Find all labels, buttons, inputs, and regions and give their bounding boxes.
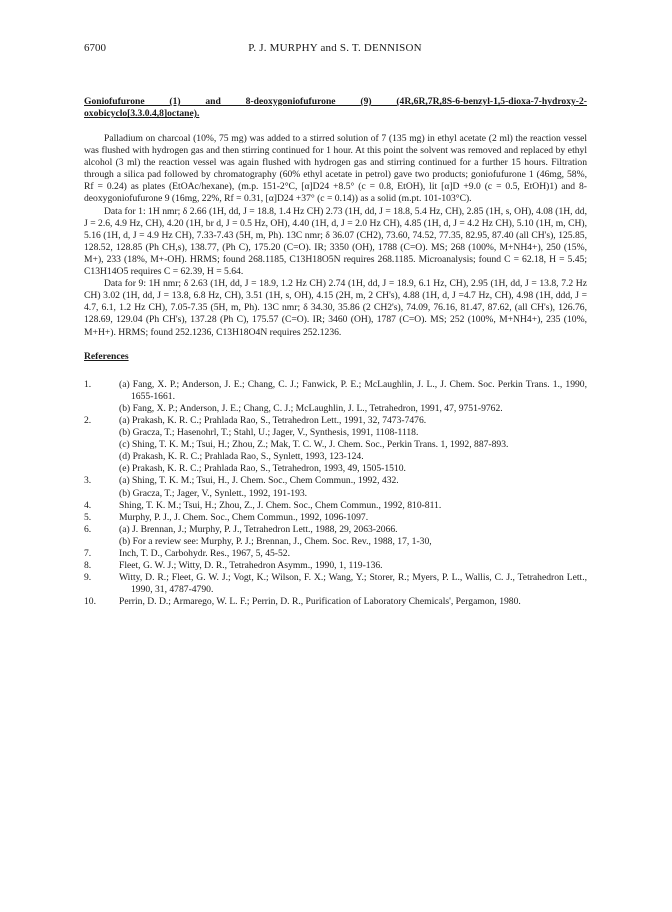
reference-number: 1. [84, 378, 92, 390]
reference-number: 7. [84, 548, 92, 559]
reference-line: Shing, T. K. M.; Tsui, H.; Zhou, Z., J. Chem. Soc., Chem Commun., 1992, 810-811. [119, 499, 442, 511]
reference-line: Inch, T. D., Carbohydr. Res., 1967, 5, 45-52. [119, 548, 290, 559]
reference-number: 10. [84, 596, 96, 608]
reference-line: (a) Fang, X. P.; Anderson, J. E.; Chang, C. J.; Fanwick, P. E.; McLaughlin, J. L., J. Chem. Soc. Perkin Trans. 1., 1990, 1655-1661. [119, 378, 587, 402]
reference-item [84, 524, 587, 548]
reference-line: Witty, D. R.; Fleet, G. W. J.; Vogt, K.; Wilson, F. X.; Wang, Y.; Storer, R.; Myers, P. L., Wallis, C. J., Tetrahedron Lett., 1990, 31, 4787-4790. [119, 572, 587, 596]
reference-item [84, 475, 587, 499]
page-header [84, 42, 586, 58]
reference-line: Fleet, G. W. J.; Witty, D. R., Tetrahedron Asymm., 1990, 1, 119-136. [119, 560, 383, 572]
reference-number: 4. [84, 499, 92, 511]
reference-number: 6. [84, 523, 92, 535]
reference-line: (a) Shing, T. K. M.; Tsui, H., J. Chem. Soc., Chem Commun., 1992, 432. [119, 475, 399, 487]
reference-item [84, 379, 587, 415]
reference-item [84, 596, 587, 608]
reference-item [84, 500, 587, 512]
paragraph-procedure: Palladium on charcoal (10%, 75 mg) was added to a stirred solution of 7 (135 mg) in ethyl acetate (2 ml) the reaction vessel was flushed with hydrogen gas and then stirring continued for 1 hour. At this point the solvent was removed and replaced by ethyl alcohol (3 ml) the reaction vessel was again flushed with hydrogen gas and stirring continued for a further 15 hours. Filtration through a silica pad followed by chromatography (60% ethyl acetate in petrol) gave two products; goniofufurone 1 (46mg, 58%, Rf = 0.24) as plates (EtOAc/hexane), (m.p. 151-2°C, [α]D24 +8.5° (c = 0.8, EtOH), lit [α]D +9.0 (c = 0.5, EtOH)1) and 8-deoxygoniofufurone 9 (16mg, 22%, Rf = 0.31, [α]D24 +37° (c = 0.14)) as a solid (m.pt. 101-103°C). [84, 133, 587, 205]
reference-line: (d) Prakash, K. R. C.; Prahlada Rao, S., Synlett, 1993, 123-124. [119, 451, 364, 463]
reference-line: (a) Prakash, K. R. C.; Prahlada Rao, S., Tetrahedron Lett., 1991, 32, 7473-7476. [119, 414, 427, 426]
page-body [84, 96, 587, 608]
reference-item [84, 560, 587, 572]
references-title: References [84, 350, 129, 362]
reference-item [84, 415, 587, 475]
reference-number: 5. [84, 511, 92, 523]
reference-item [84, 512, 587, 524]
reference-line: (b) Fang, X. P.; Anderson, J. E.; Chang, C. J.; McLaughlin, J. L., Tetrahedron, 1991, 47, 9751-9762. [119, 402, 503, 414]
reference-line: Perrin, D. D.; Armarego, W. L. F.; Perrin, D. R., Purification of Laboratory Chemicals', Pergamon, 1980. [119, 596, 521, 608]
references-list [84, 379, 587, 609]
reference-number: 9. [84, 572, 92, 584]
running-head: P. J. MURPHY and S. T. DENNISON [248, 42, 422, 54]
reference-number: 2. [84, 414, 92, 426]
reference-line: (e) Prakash, K. R. C.; Prahlada Rao, S., Tetrahedron, 1993, 49, 1505-1510. [119, 463, 406, 475]
reference-item [84, 572, 587, 596]
reference-line: (b) Gracza, T.; Jager, V., Synlett., 1992, 191-193. [119, 487, 308, 499]
paragraph-data-9: Data for 9: 1H nmr; δ 2.63 (1H, dd, J = 18.9, 1.2 Hz CH) 2.74 (1H, dd, J = 18.9, 6.1 Hz, CH), 2.95 (1H, dd, J = 13.8, 7.2 Hz CH) 3.02 (1H, dd, J = 13.8, 6.8 Hz, CH), 3.51 (1H, s, OH), 4.15 (2H, m, 2 CH's), 4.88 (1H, d, J =4.7 Hz, CH), 4.98 (1H, ddd, J = 4.7, 6.1, 1.2 Hz CH), 7.05-7.35 (5H, m, Ph). 13C nmr; δ 34.30, 35.86 (2 CH2's), 74.09, 76.16, 81.47, 87.62, (all CH's), 126.76, 128.69, 129.04 (Ph CH's), 137.28 (Ph C), 175.57 (C=O). IR; 3460 (OH), 1787 (C=O). MS; 252 (100%, M+NH4+), 235 (10%, M+H+). HRMS; found 252.1236, C13H18O4N requires 252.1236. [84, 278, 587, 338]
reference-line: Murphy, P. J., J. Chem. Soc., Chem Commun., 1992, 1096-1097. [119, 511, 369, 523]
page-number: 6700 [84, 42, 106, 54]
reference-number: 3. [84, 475, 92, 487]
reference-line: (b) Gracza, T.; Hasenohrl, T.; Stahl, U.; Jager, V., Synthesis, 1991, 1108-1118. [119, 427, 419, 439]
reference-item [84, 548, 587, 560]
reference-number: 8. [84, 560, 92, 572]
reference-line: (c) Shing, T. K. M.; Tsui, H.; Zhou, Z.; Mak, T. C. W., J. Chem. Soc., Perkin Trans. 1, 1992, 887-893. [119, 439, 509, 451]
section-title: Goniofufurone (1) and 8-deoxygoniofufurone (9) (4R,6R,7R,8S-6-benzyl-1,5-dioxa-7-hydroxy-2-oxobicyclo[3.3.0.4,8]octane). [84, 96, 587, 119]
paragraph-data-1: Data for 1: 1H nmr; δ 2.66 (1H, dd, J = 18.8, 1.4 Hz CH) 2.73 (1H, dd, J = 18.8, 5.4 Hz, CH), 2.85 (1H, s, OH), 4.08 (1H, dd, J = 2.6, 4.9 Hz, CH), 4.20 (1H, br d, J = 0.5 Hz, OH), 4.40 (1H, d, J = 2.0 Hz CH), 4.85 (1H, d, J = 4.2 Hz CH), 5.10 (1H, m, CH), 5.16 (1H, d, J = 4.9 Hz CH), 7.33-7.43 (5H, m, Ph). 13C nmr; δ 36.07 (CH2), 73.60, 74.52, 77.35, 82.95, 87.40 (all CH's), 125.85, 128.52, 128.85 (Ph CH,s), 138.77, (Ph C), 175.20 (C=O). IR; 3350 (OH), 1788 (C=O). MS; 268 (100%, M+NH4+), 250 (15%, M+), 233 (18%, M+-OH). HRMS; found 268.1185, C13H18O5N requires 268.1185. Microanalysis; found C = 62.18, H = 5.45; C13H14O5 requires C = 62.39, H = 5.64. [84, 205, 587, 278]
reference-line: (b) For a review see: Murphy, P. J.; Brennan, J., Chem. Soc. Rev., 1988, 17, 1-30, [119, 535, 432, 547]
reference-line: (a) J. Brennan, J.; Murphy, P. J., Tetrahedron Lett., 1988, 29, 2063-2066. [119, 523, 398, 535]
